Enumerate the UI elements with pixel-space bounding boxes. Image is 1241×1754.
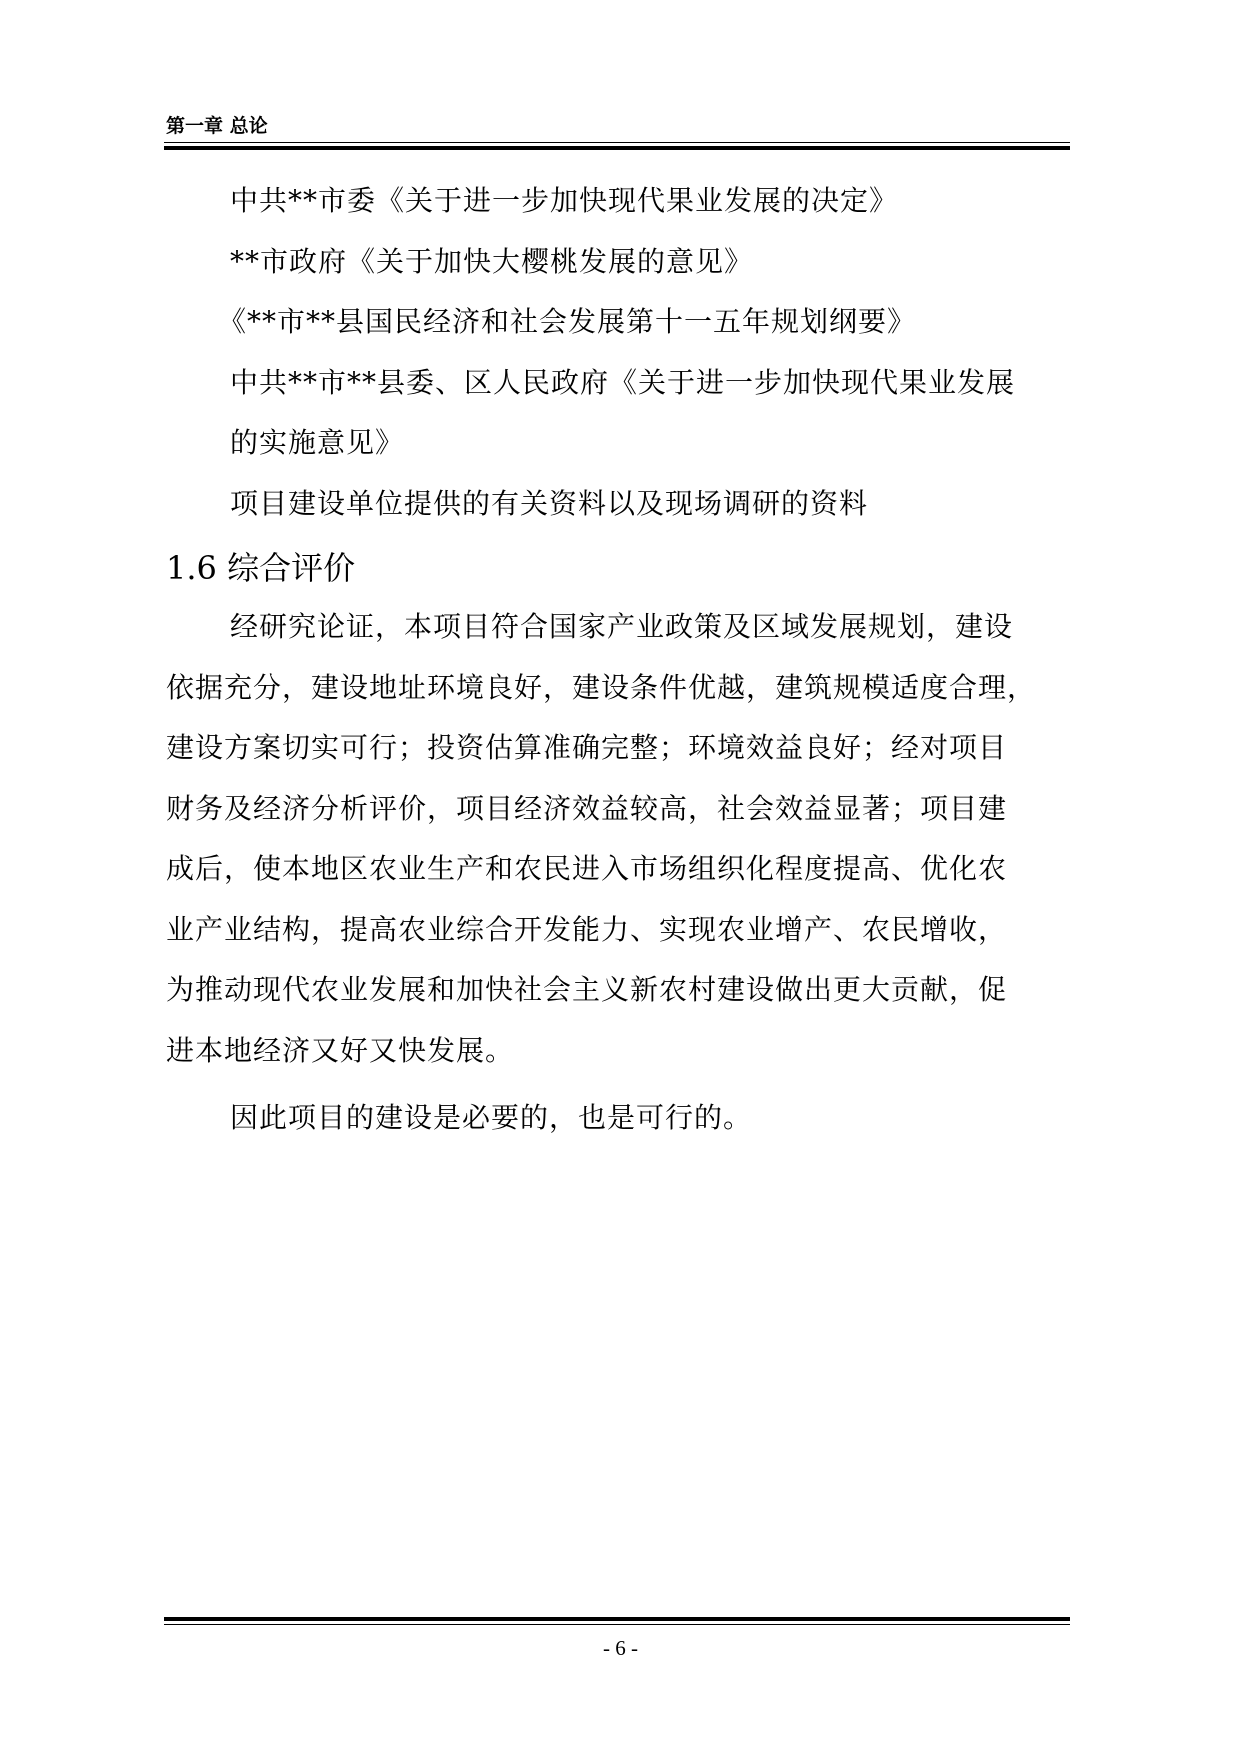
- reference-item: **市政府《关于加快大樱桃发展的意见》: [230, 245, 754, 278]
- paragraph-line: 成后，使本地区农业生产和农民进入市场组织化程度提高、优化农: [166, 852, 1008, 885]
- footer-rule-thick: [164, 1617, 1070, 1621]
- conclusion-paragraph: 因此项目的建设是必要的，也是可行的。: [230, 1101, 753, 1134]
- paragraph-line: 经研究论证，本项目符合国家产业政策及区域发展规划，建设: [230, 610, 1014, 643]
- header-rule-thick: [164, 146, 1070, 150]
- reference-item: 中共**市**县委、区人民政府《关于进一步加快现代果业发展: [230, 366, 1016, 399]
- page-number: - 6 -: [603, 1636, 638, 1660]
- reference-item-continuation: 的实施意见》: [230, 426, 405, 459]
- paragraph-line: 财务及经济分析评价，项目经济效益较高，社会效益显著；项目建: [166, 792, 1008, 825]
- footer-rule-thin: [164, 1624, 1070, 1625]
- header-rule-thin: [164, 142, 1070, 143]
- reference-item: 中共**市委《关于进一步加快现代果业发展的决定》: [230, 184, 899, 217]
- paragraph-line: 建设方案切实可行；投资估算准确完整；环境效益良好；经对项目: [166, 731, 1008, 764]
- reference-item: 项目建设单位提供的有关资料以及现场调研的资料: [230, 487, 869, 520]
- reference-item: 《**市**县国民经济和社会发展第十一五年规划纲要》: [218, 305, 917, 338]
- paragraph-line: 依据充分，建设地址环境良好，建设条件优越，建筑规模适度合理，: [166, 671, 1037, 704]
- paragraph-line: 进本地经济又好又快发展。: [166, 1034, 515, 1067]
- paragraph-line: 业产业结构，提高农业综合开发能力、实现农业增产、农民增收，: [166, 913, 1008, 946]
- paragraph-line: 为推动现代农业发展和加快社会主义新农村建设做出更大贡献，促: [166, 973, 1008, 1006]
- section-heading: 1.6 综合评价: [166, 549, 356, 587]
- chapter-title: 第一章 总论: [166, 115, 268, 137]
